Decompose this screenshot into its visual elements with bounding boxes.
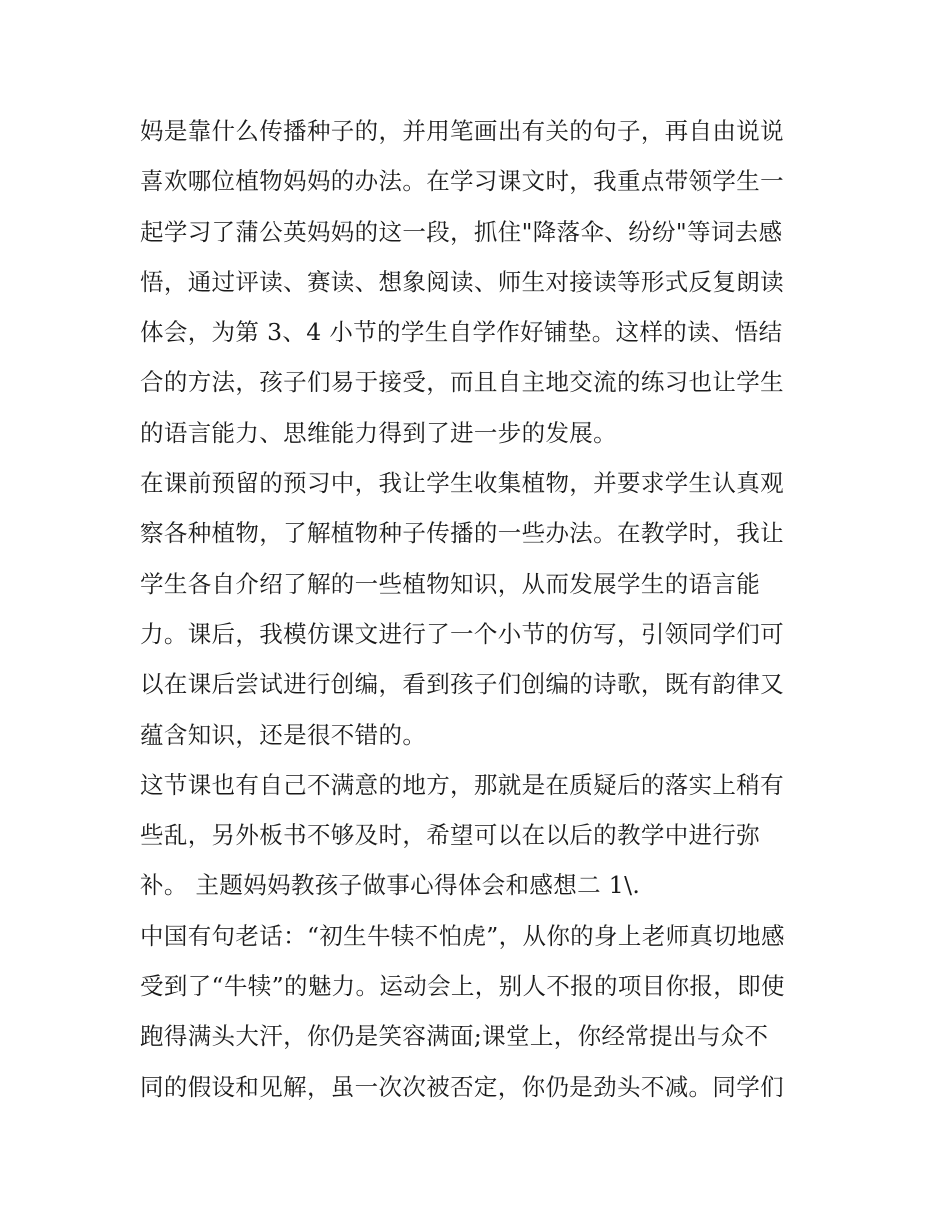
text-line: 察各种植物，了解植物种子传播的一些办法。在教学时，我让 bbox=[140, 519, 784, 548]
text-line: 些乱，另外板书不够及时，希望可以在以后的教学中进行弥 bbox=[140, 821, 761, 850]
text-line: 跑得满头大汗，你仍是笑容满面;课堂上，你经常提出与众不 bbox=[140, 1022, 769, 1051]
text-line: 合的方法，孩子们易于接受，而且自主地交流的练习也让学生 bbox=[140, 368, 784, 397]
text-line: 学生各自介绍了解的一些植物知识，从而发展学生的语言能 bbox=[140, 569, 761, 598]
text-line: 的语言能力、思维能力得到了进一步的发展。 bbox=[140, 418, 617, 447]
text-line: 这节课也有自己不满意的地方，那就是在质疑后的落实上稍有 bbox=[140, 770, 784, 799]
body-text bbox=[140, 106, 820, 1112]
text-line: 补。 主题妈妈教孩子做事心得体会和感想二 1\. bbox=[140, 871, 641, 900]
text-line: 妈是靠什么传播种子的，并用笔画出有关的句子，再自由说说 bbox=[140, 117, 784, 145]
text-line: 喜欢哪位植物妈妈的办法。在学习课文时，我重点带领学生一 bbox=[140, 167, 784, 196]
text-line: 同的假设和见解，虽一次次被否定，你仍是劲头不减。同学们 bbox=[140, 1072, 784, 1101]
text-line: 蕴含知识，还是很不错的。 bbox=[140, 720, 427, 749]
text-line: 力。课后，我模仿课文进行了一个小节的仿写，引领同学们可 bbox=[140, 619, 784, 648]
text-line: 悟，通过评读、赛读、想象阅读、师生对接读等形式反复朗读 bbox=[140, 267, 784, 296]
text-line: 起学习了蒲公英妈妈的这一段，抓住"降落伞、纷纷"等词去感 bbox=[140, 217, 783, 246]
text-line: 以在课后尝试进行创编，看到孩子们创编的诗歌，既有韵律又 bbox=[140, 670, 784, 699]
text-line: 中国有句老话：“初生牛犊不怕虎”，从你的身上老师真切地感 bbox=[140, 921, 785, 950]
text-line: 体会，为第 3、4 小节的学生自学作好铺垫。这样的读、悟结 bbox=[140, 318, 783, 347]
text-line: 受到了“牛犊”的魅力。运动会上，别人不报的项目你报，即使 bbox=[140, 972, 785, 1001]
text-line: 在课前预留的预习中，我让学生收集植物，并要求学生认真观 bbox=[140, 469, 784, 498]
